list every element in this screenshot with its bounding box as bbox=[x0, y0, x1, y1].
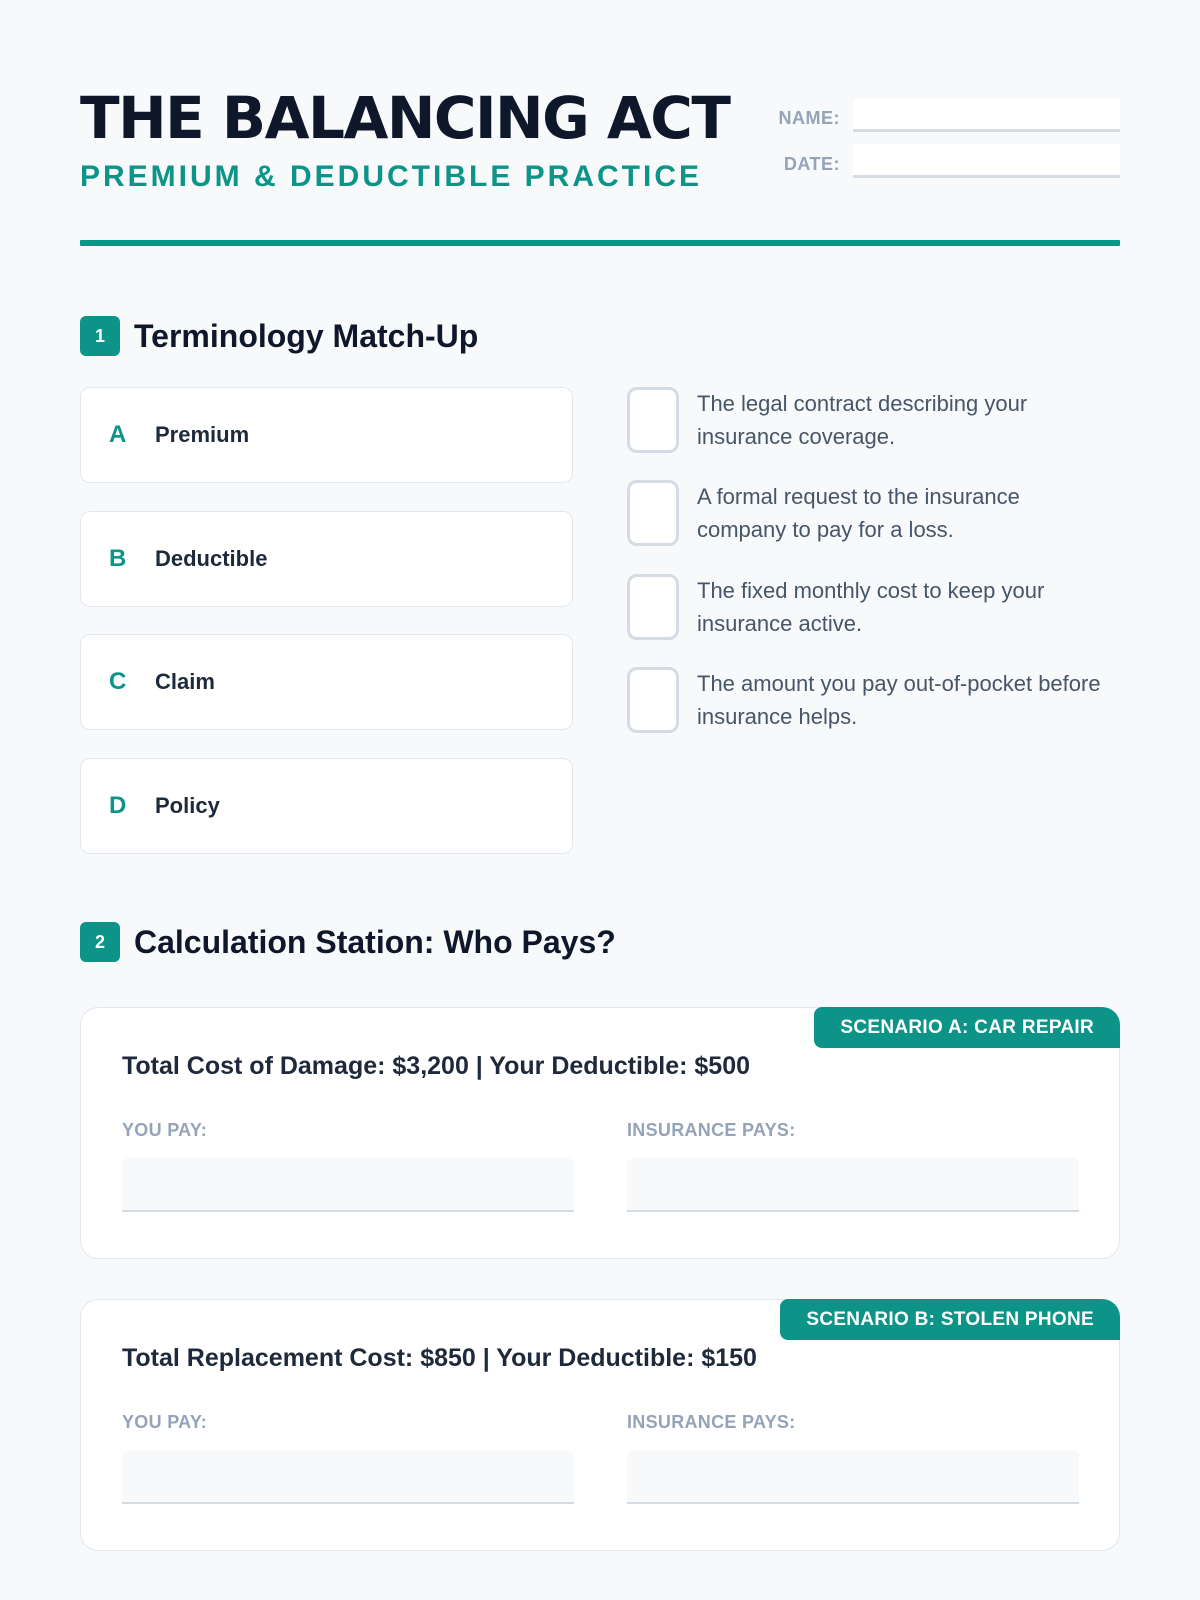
scenario-card-a bbox=[80, 1007, 1120, 1259]
page-subtitle: PREMIUM & DEDUCTIBLE PRACTICE bbox=[80, 160, 703, 193]
definition-text: The amount you pay out-of-pocket before insurance helps. bbox=[697, 671, 1101, 729]
name-field[interactable] bbox=[853, 98, 1120, 132]
answer-box[interactable] bbox=[627, 387, 679, 453]
definition-text: The fixed monthly cost to keep your insurance active. bbox=[697, 578, 1045, 636]
answer-box[interactable] bbox=[627, 667, 679, 733]
name-label: NAME: bbox=[778, 108, 840, 128]
section-number-badge: 1 bbox=[80, 316, 120, 356]
name-row bbox=[775, 98, 1120, 134]
insurance-pays-label: INSURANCE PAYS: bbox=[627, 1120, 796, 1140]
definition-text: The legal contract describing your insurance coverage. bbox=[697, 391, 1028, 449]
insurance-pays-input[interactable] bbox=[627, 1450, 1079, 1504]
term-card-d bbox=[80, 758, 573, 854]
you-pay-field-group bbox=[122, 1412, 574, 1504]
scenario-card-b bbox=[80, 1299, 1120, 1551]
header-divider bbox=[80, 240, 1120, 246]
term-card-b bbox=[80, 511, 573, 607]
term-word: Policy bbox=[155, 793, 220, 818]
term-card-a bbox=[80, 387, 573, 483]
term-letter: A bbox=[109, 421, 127, 448]
answer-box[interactable] bbox=[627, 574, 679, 640]
section-number-badge: 2 bbox=[80, 922, 120, 962]
term-letter: C bbox=[109, 668, 127, 695]
scenario-tag: SCENARIO B: STOLEN PHONE bbox=[780, 1299, 1120, 1340]
definition-row-4 bbox=[627, 667, 1120, 735]
insurance-pays-input[interactable] bbox=[627, 1158, 1079, 1212]
scenario-prompt: Total Cost of Damage: $3,200 | Your Deductible: $500 bbox=[122, 1052, 751, 1080]
insurance-pays-label: INSURANCE PAYS: bbox=[627, 1412, 796, 1432]
date-label: DATE: bbox=[783, 154, 840, 174]
term-letter: D bbox=[109, 792, 127, 819]
term-word: Deductible bbox=[155, 546, 268, 571]
definition-text: A formal request to the insurance company to pay for a loss. bbox=[697, 484, 1020, 542]
term-letter: B bbox=[109, 545, 127, 572]
term-card-c bbox=[80, 634, 573, 730]
term-word: Premium bbox=[155, 422, 250, 447]
you-pay-label: YOU PAY: bbox=[122, 1412, 208, 1432]
definition-row-1 bbox=[627, 387, 1120, 455]
section-1-heading bbox=[80, 316, 478, 356]
you-pay-label: YOU PAY: bbox=[122, 1120, 208, 1140]
scenario-tag: SCENARIO A: CAR REPAIR bbox=[814, 1007, 1120, 1048]
header bbox=[80, 80, 1120, 246]
definition-row-2 bbox=[627, 480, 1120, 548]
answer-box[interactable] bbox=[627, 480, 679, 546]
date-field[interactable] bbox=[853, 144, 1120, 178]
section-title: Calculation Station: Who Pays? bbox=[134, 923, 616, 960]
section-2-heading bbox=[80, 922, 616, 962]
date-row bbox=[775, 144, 1120, 180]
you-pay-input[interactable] bbox=[122, 1158, 574, 1212]
term-word: Claim bbox=[155, 669, 215, 694]
section-title: Terminology Match-Up bbox=[134, 317, 479, 354]
page-title: THE BALANCING ACT bbox=[80, 84, 730, 152]
insurance-pays-field-group bbox=[627, 1412, 1079, 1504]
definition-row-3 bbox=[627, 574, 1120, 642]
you-pay-field-group bbox=[122, 1120, 574, 1212]
scenario-prompt: Total Replacement Cost: $850 | Your Deductible: $150 bbox=[122, 1344, 757, 1372]
you-pay-input[interactable] bbox=[122, 1450, 574, 1504]
insurance-pays-field-group bbox=[627, 1120, 1079, 1212]
